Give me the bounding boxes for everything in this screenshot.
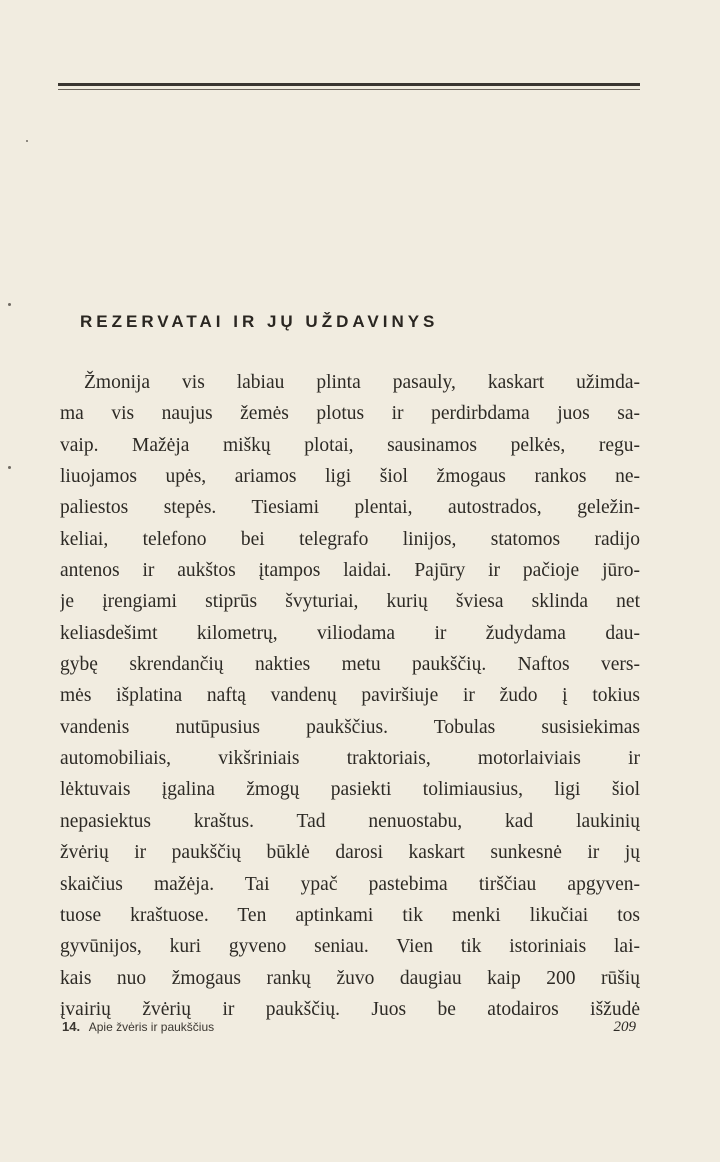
text-line: tuose kraštuose. Ten aptinkami tik menki likučiai tos [60,904,640,926]
text-line: vandenis nutūpusius paukščius. Tobulas susisiekimas [60,716,640,738]
body-text [60,367,640,1025]
text-line: gyvūnijos, kuri gyveno seniau. Vien tik istoriniais lai- [60,936,640,958]
text-line: je įrengiami stiprūs švyturiai, kurių šviesa sklinda net [60,591,640,613]
top-rule-thin [58,89,640,90]
text-line: liuojamos upės, ariamos ligi šiol žmogaus rankos ne- [60,466,640,488]
text-line: skaičius mažėja. Tai ypač pastebima tirščiau apgyven- [60,873,640,895]
paper-speck [8,466,11,469]
chapter-heading: REZERVATAI IR JŲ UŽDAVINYS [80,312,439,331]
signature-title: Apie žvėris ir paukščius [88,1020,215,1034]
text-line: Žmonija vis labiau plinta pasauly, kaskart užimda- [84,372,640,393]
text-line: nepasiektus kraštus. Tad nenuostabu, kad laukinių [60,810,640,832]
text-line: paliestos stepės. Tiesiami plentai, autostrados, geležin- [60,497,640,519]
text-line: vaip. Mažėja miškų plotai, sausinamos pelkės, regu- [60,434,640,456]
text-line: įvairių žvėrių ir paukščių. Juos be atodairos išžudė [60,998,640,1020]
text-line: gybę skrendančių nakties metu paukščių. Naftos vers- [60,654,640,676]
top-rule [58,83,640,86]
signature-number: 14. [62,1019,81,1034]
page-footer [62,1019,640,1041]
text-line: keliai, telefono bei telegrafo linijos, statomos radijo [60,528,640,550]
paper-speck [26,140,28,142]
text-line: lėktuvais įgalina žmogų pasiekti tolimiausius, ligi šiol [60,779,640,801]
text-line: automobiliais, vikšriniais traktoriais, motorlaiviais ir [60,748,640,770]
signature-mark [62,1019,214,1034]
text-line: kais nuo žmogaus rankų žuvo daugiau kaip 200 rūšių [60,967,640,989]
page-number: 209 [613,1019,636,1035]
paper-speck [8,303,11,306]
text-line: ma vis naujus žemės plotus ir perdirbdama juos sa- [60,403,640,425]
text-line: mės išplatina naftą vandenų paviršiuje ir žudo į tokius [60,685,640,707]
text-line: antenos ir aukštos įtampos laidai. Pajūry ir pačioje jūro- [60,560,640,582]
text-line: žvėrių ir paukščių būklė darosi kaskart sunkesnė ir jų [60,842,640,864]
text-line: keliasdešimt kilometrų, viliodama ir žudydama dau- [60,622,640,644]
